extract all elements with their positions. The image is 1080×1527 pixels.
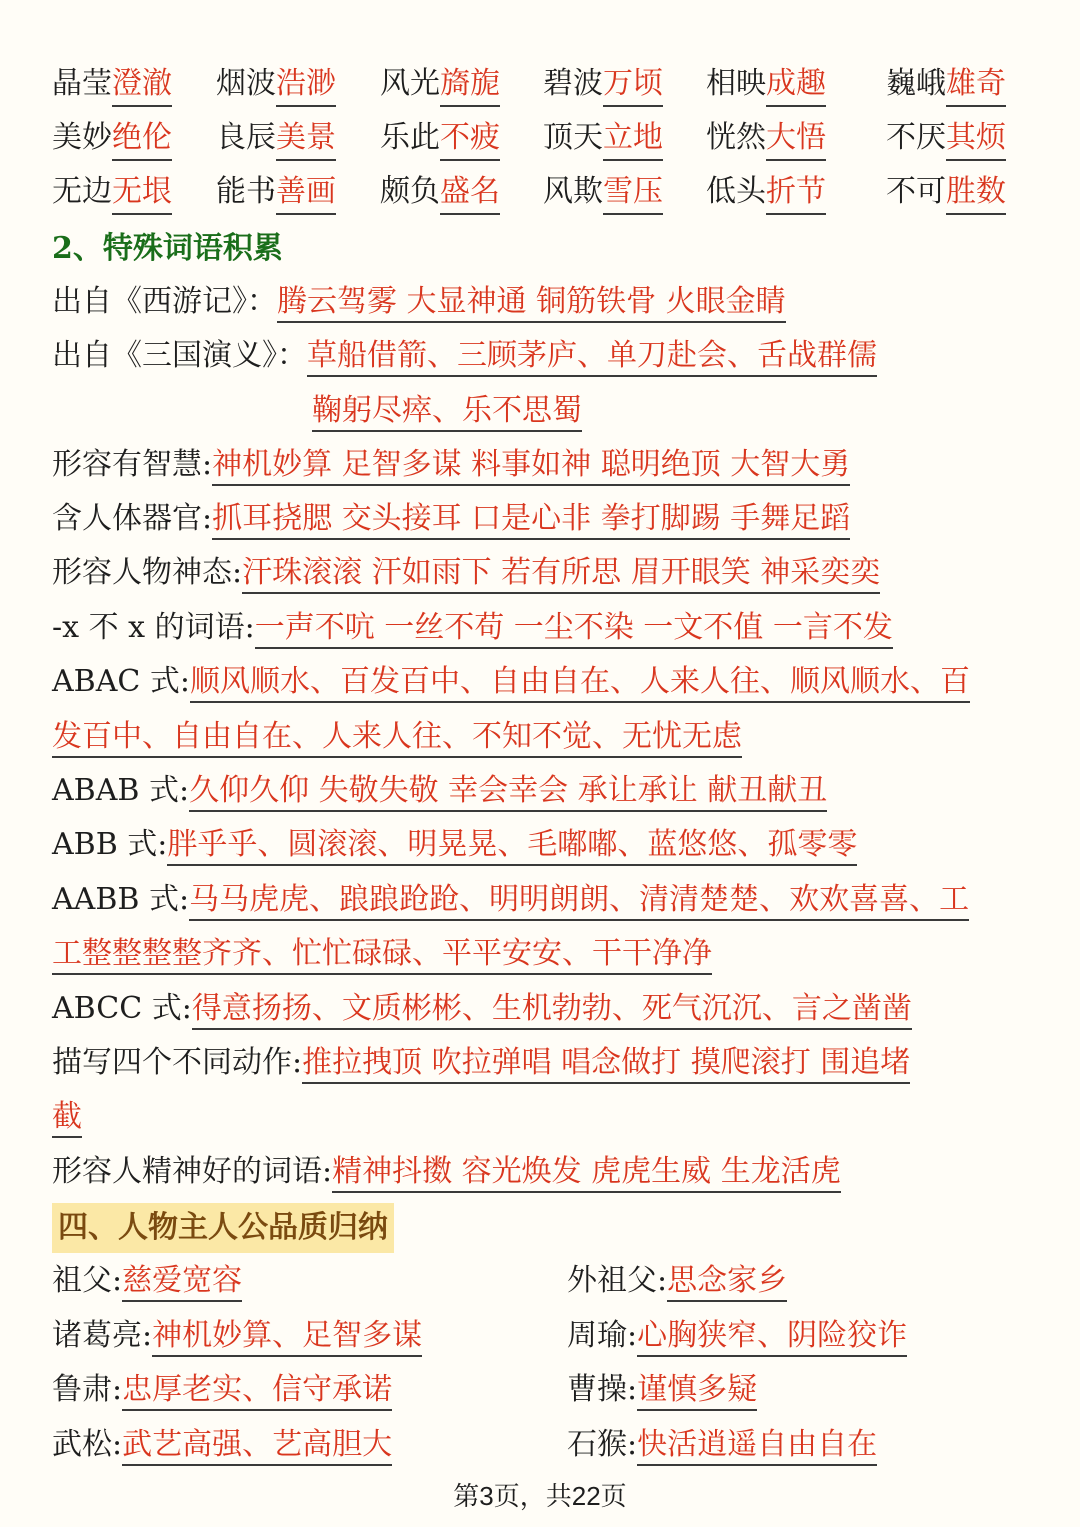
character-entry — [567, 1254, 787, 1308]
idiom-cell — [216, 57, 336, 111]
category-label: 形容人物神态: — [52, 555, 243, 590]
idiom-answer: 美景 — [276, 118, 336, 161]
idiom-answer: 万顷 — [603, 64, 663, 107]
word-category-line — [52, 764, 1030, 818]
idiom-cell — [52, 57, 172, 111]
character-name: 曹操: — [567, 1372, 638, 1407]
idiom-given: 风欺 — [543, 174, 603, 209]
idiom-answer: 善画 — [276, 172, 336, 215]
character-quality: 思念家乡 — [667, 1263, 787, 1302]
idiom-answer: 大悟 — [766, 118, 826, 161]
idiom-answer: 雪压 — [603, 172, 663, 215]
word-category-line — [52, 1090, 1030, 1144]
idiom-cell — [52, 165, 172, 219]
idiom-given: 不可 — [886, 174, 946, 209]
character-name: 周瑜: — [567, 1318, 638, 1353]
character-name: 鲁肃: — [52, 1372, 123, 1407]
idiom-answer: 雄奇 — [946, 64, 1006, 107]
idiom-cell — [216, 111, 336, 165]
idiom-cell — [380, 165, 500, 219]
character-quality: 快活逍遥自由自在 — [637, 1427, 877, 1466]
word-category-line — [52, 1145, 1030, 1199]
category-answer: 汗珠滚滚 汗如雨下 若有所思 眉开眼笑 神采奕奕 — [242, 555, 880, 594]
category-label: 含人体器官: — [52, 501, 213, 536]
character-quality: 神机妙算、足智多谋 — [152, 1318, 422, 1357]
idiom-answer: 旖旎 — [440, 64, 500, 107]
character-entry — [52, 1254, 242, 1308]
word-category-line — [52, 601, 1030, 655]
category-answer: 久仰久仰 失敬失敬 幸会幸会 承让承让 献丑献丑 — [189, 773, 827, 812]
category-label: 出自《西游记》： — [52, 284, 277, 319]
idiom-cell — [543, 165, 663, 219]
idiom-given: 烟波 — [216, 66, 276, 101]
character-name: 祖父: — [52, 1263, 123, 1298]
character-entry — [567, 1309, 907, 1363]
idiom-answer: 其烦 — [946, 118, 1006, 161]
word-category-line — [52, 927, 1030, 981]
character-entry — [567, 1363, 757, 1417]
idiom-cell — [543, 111, 663, 165]
idiom-given: 顶天 — [543, 120, 603, 155]
word-category-line — [52, 1036, 1030, 1090]
idiom-cell — [543, 57, 663, 111]
category-label: ABCC 式: — [52, 991, 192, 1026]
category-answer: 马马虎虎、踉踉跄跄、明明朗朗、清清楚楚、欢欢喜喜、工 — [189, 882, 969, 921]
category-answer: 工整整整整齐齐、忙忙碌碌、平平安安、干干净净 — [52, 936, 712, 975]
idiom-cell — [886, 165, 1006, 219]
idiom-answer: 折节 — [766, 172, 826, 215]
word-category-line — [52, 818, 1030, 872]
idiom-cell — [216, 165, 336, 219]
category-answer: 截 — [52, 1099, 82, 1138]
character-entry — [52, 1309, 422, 1363]
word-category-line — [52, 438, 1030, 492]
character-name: 石猴: — [567, 1427, 638, 1462]
idiom-answer: 无垠 — [112, 172, 172, 215]
category-answer: 一声不吭 一丝不苟 一尘不染 一文不值 一言不发 — [255, 610, 893, 649]
character-quality: 忠厚老实、信守承诺 — [122, 1372, 392, 1411]
idiom-answer: 盛名 — [440, 172, 500, 215]
category-answer: 胖乎乎、圆滚滚、明晃晃、毛嘟嘟、蓝悠悠、孤零零 — [167, 827, 857, 866]
idiom-answer: 胜数 — [946, 172, 1006, 215]
idiom-given: 相映 — [706, 66, 766, 101]
idiom-given: 乐此 — [380, 120, 440, 155]
idiom-cell — [886, 57, 1006, 111]
idiom-answer: 不疲 — [440, 118, 500, 161]
category-label: 描写四个不同动作: — [52, 1045, 303, 1080]
character-entry — [52, 1418, 392, 1472]
character-entry — [52, 1363, 392, 1417]
word-category-line — [52, 329, 1030, 383]
category-answer: 草船借箭、三顾茅庐、单刀赴会、舌战群儒 — [307, 338, 877, 377]
idiom-given: 颇负 — [380, 174, 440, 209]
word-category-line — [52, 710, 1030, 764]
section-4-heading: 四、人物主人公品质归纳 — [52, 1203, 394, 1253]
character-name: 外祖父: — [567, 1263, 668, 1298]
category-answer: 腾云驾雾 大显神通 铜筋铁骨 火眼金睛 — [277, 284, 786, 323]
word-category-line — [312, 384, 1030, 438]
character-quality: 慈爱宽容 — [122, 1263, 242, 1302]
idiom-cell — [706, 165, 826, 219]
word-category-line — [52, 546, 1030, 600]
category-answer: 神机妙算 足智多谋 料事如神 聪明绝顶 大智大勇 — [212, 447, 850, 486]
category-label: ABAC 式: — [52, 664, 190, 699]
idiom-given: 碧波 — [543, 66, 603, 101]
category-answer: 抓耳挠腮 交头接耳 口是心非 拳打脚踢 手舞足蹈 — [212, 501, 850, 540]
word-category-line — [52, 275, 1030, 329]
character-name: 诸葛亮: — [52, 1318, 153, 1353]
word-category-line — [52, 655, 1030, 709]
character-quality: 谨慎多疑 — [637, 1372, 757, 1411]
category-label: 形容人精神好的词语: — [52, 1154, 333, 1189]
category-label: ABAB 式: — [52, 773, 190, 808]
category-answer: 发百中、自由自在、人来人往、不知不觉、无忧无虑 — [52, 719, 742, 758]
category-label: ABB 式: — [52, 827, 168, 862]
character-entry — [567, 1418, 877, 1472]
idiom-given: 良辰 — [216, 120, 276, 155]
idiom-given: 晶莹 — [52, 66, 112, 101]
idiom-answer: 浩渺 — [276, 64, 336, 107]
section-2-heading: 2、特殊词语积累 — [52, 231, 283, 266]
idiom-answer: 成趣 — [766, 64, 826, 107]
idiom-given: 巍峨 — [886, 66, 946, 101]
idiom-given: 无边 — [52, 174, 112, 209]
idiom-given: 能书 — [216, 174, 276, 209]
idiom-cell — [706, 111, 826, 165]
idiom-given: 风光 — [380, 66, 440, 101]
category-answer: 推拉拽顶 吹拉弹唱 唱念做打 摸爬滚打 围追堵 — [302, 1045, 910, 1084]
category-label: 形容有智慧: — [52, 447, 213, 482]
category-answer: 得意扬扬、文质彬彬、生机勃勃、死气沉沉、言之凿凿 — [192, 991, 912, 1030]
word-category-line — [52, 982, 1030, 1036]
idiom-answer: 澄澈 — [112, 64, 172, 107]
category-answer: 顺风顺水、百发百中、自由自在、人来人往、顺风顺水、百 — [190, 664, 970, 703]
category-label: AABB 式: — [52, 882, 190, 917]
category-label: -x 不 x 的词语: — [52, 610, 255, 645]
idiom-cell — [52, 111, 172, 165]
idiom-cell — [886, 111, 1006, 165]
word-category-line — [52, 492, 1030, 546]
idiom-given: 恍然 — [706, 120, 766, 155]
idiom-given: 不厌 — [886, 120, 946, 155]
word-category-line — [52, 873, 1030, 927]
character-quality: 心胸狭窄、阴险狡诈 — [637, 1318, 907, 1357]
idiom-cell — [380, 111, 500, 165]
idiom-given: 美妙 — [52, 120, 112, 155]
idiom-answer: 绝伦 — [112, 118, 172, 161]
page-footer: 第3页，共22页 — [453, 1481, 627, 1511]
idiom-answer: 立地 — [603, 118, 663, 161]
character-quality: 武艺高强、艺高胆大 — [122, 1427, 392, 1466]
idiom-given: 低头 — [706, 174, 766, 209]
idiom-cell — [706, 57, 826, 111]
category-answer: 精神抖擞 容光焕发 虎虎生威 生龙活虎 — [332, 1154, 841, 1193]
character-name: 武松: — [52, 1427, 123, 1462]
idiom-cell — [380, 57, 500, 111]
category-answer: 鞠躬尽瘁、乐不思蜀 — [312, 393, 582, 432]
category-label: 出自《三国演义》： — [52, 338, 307, 373]
